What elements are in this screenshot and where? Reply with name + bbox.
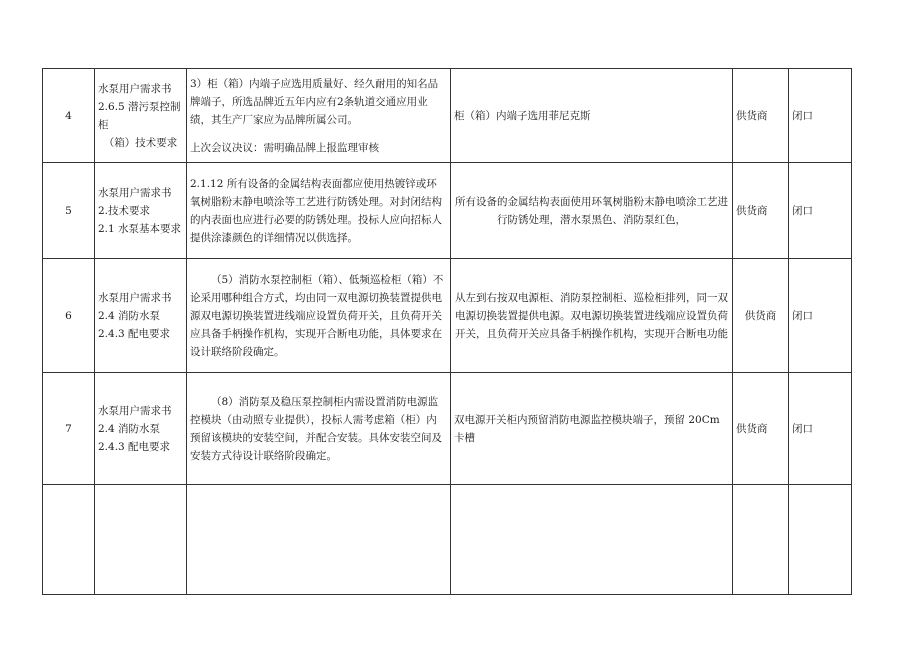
source-cell xyxy=(95,373,187,485)
supplier-cell: 供货商 xyxy=(733,163,789,259)
supplier-cell: 供货商 xyxy=(733,259,789,373)
source-doc: 水泵用户需求书 xyxy=(98,291,172,304)
issue-table xyxy=(42,68,852,595)
source-doc: 水泵用户需求书 xyxy=(98,404,172,417)
empty-cell xyxy=(187,485,451,595)
source-subsection: （箱）技术要求 xyxy=(103,136,178,149)
supplier-cell: 供货商 xyxy=(733,69,789,163)
status-cell: 闭口 xyxy=(789,163,852,259)
empty-cell xyxy=(95,485,187,595)
table-row xyxy=(43,69,852,163)
source-section: 2.技术要求 xyxy=(98,204,151,217)
row-number: 6 xyxy=(43,259,95,373)
source-cell xyxy=(95,69,187,163)
requirement-text: 2.1.12 所有设备的金属结构表面都应使用热镀锌或环氧树脂粉末静电喷涂等工艺进行防锈处理。对封闭结构的内表面也应进行必要的防锈处理。投标人应向招标人提供涂漆颜色的详细情况以供选择。 xyxy=(190,177,442,244)
source-subsection: 2.4.3 配电要求 xyxy=(98,440,171,453)
requirement-text: （8）消防泵及稳压泵控制柜内需设置消防电源监控模块（由动照专业提供），投标人需考虑箱（柜）内预留该模块的安装空间，并配合安装。具体安装空间及安装方式待设计联络阶段确定。 xyxy=(190,395,442,462)
status-cell: 闭口 xyxy=(789,69,852,163)
response-cell: 从左到右按双电源柜、消防泵控制柜、巡检柜排列，同一双电源切换装置提供电源。双电源切换装置进线端应设置负荷开关，且负荷开关应具备手柄操作机构，实现开合断电功能 xyxy=(451,259,733,373)
empty-cell xyxy=(43,485,95,595)
row-number: 4 xyxy=(43,69,95,163)
requirement-cell xyxy=(187,259,451,373)
source-section: 2.4 消防水泵 xyxy=(98,309,161,322)
response-cell: 双电源开关柜内预留消防电源监控模块端子，预留 20Cm 卡槽 xyxy=(451,373,733,485)
empty-cell xyxy=(789,485,852,595)
response-cell: 所有设备的金属结构表面使用环氧树脂粉末静电喷涂工艺进行防锈处理，潜水泵黑色、消防泵红色， xyxy=(451,163,733,259)
meeting-resolution: 上次会议决议：需明确品牌上报监理审核 xyxy=(190,141,379,154)
source-cell xyxy=(95,163,187,259)
table-row xyxy=(43,373,852,485)
source-subsection: 2.4.3 配电要求 xyxy=(98,327,171,340)
source-cell xyxy=(95,259,187,373)
status-cell: 闭口 xyxy=(789,373,852,485)
empty-table-row xyxy=(43,485,852,595)
requirement-cell xyxy=(187,163,451,259)
requirement-text: 3）柜（箱）内端子应选用质量好、经久耐用的知名品牌端子，所选品牌近五年内应有2条轨道交通应用业绩，其生产厂家应为品牌所属公司。 xyxy=(190,77,439,126)
row-number: 5 xyxy=(43,163,95,259)
source-doc: 水泵用户需求书 xyxy=(98,186,172,199)
source-section: 2.6.5 潜污泵控制柜 xyxy=(98,100,181,131)
supplier-cell: 供货商 xyxy=(733,373,789,485)
source-doc: 水泵用户需求书 xyxy=(98,82,172,95)
response-cell: 柜（箱）内端子选用菲尼克斯 xyxy=(451,69,733,163)
empty-cell xyxy=(733,485,789,595)
row-number: 7 xyxy=(43,373,95,485)
table-row xyxy=(43,259,852,373)
source-subsection: 2.1 水泵基本要求 xyxy=(98,222,182,235)
empty-cell xyxy=(451,485,733,595)
status-cell: 闭口 xyxy=(789,259,852,373)
table-row xyxy=(43,163,852,259)
requirement-text: （5）消防水泵控制柜（箱）、低频巡检柜（箱）不论采用哪种组合方式，均由同一双电源切换装置提供电源双电源切换装置进线端应设置负荷开关，且负荷开关应具备手柄操作机构，实现开合断电功能，具体要求在设计联络阶段确定。 xyxy=(190,273,444,358)
requirement-cell xyxy=(187,69,451,163)
source-section: 2.4 消防水泵 xyxy=(98,422,161,435)
requirement-cell xyxy=(187,373,451,485)
